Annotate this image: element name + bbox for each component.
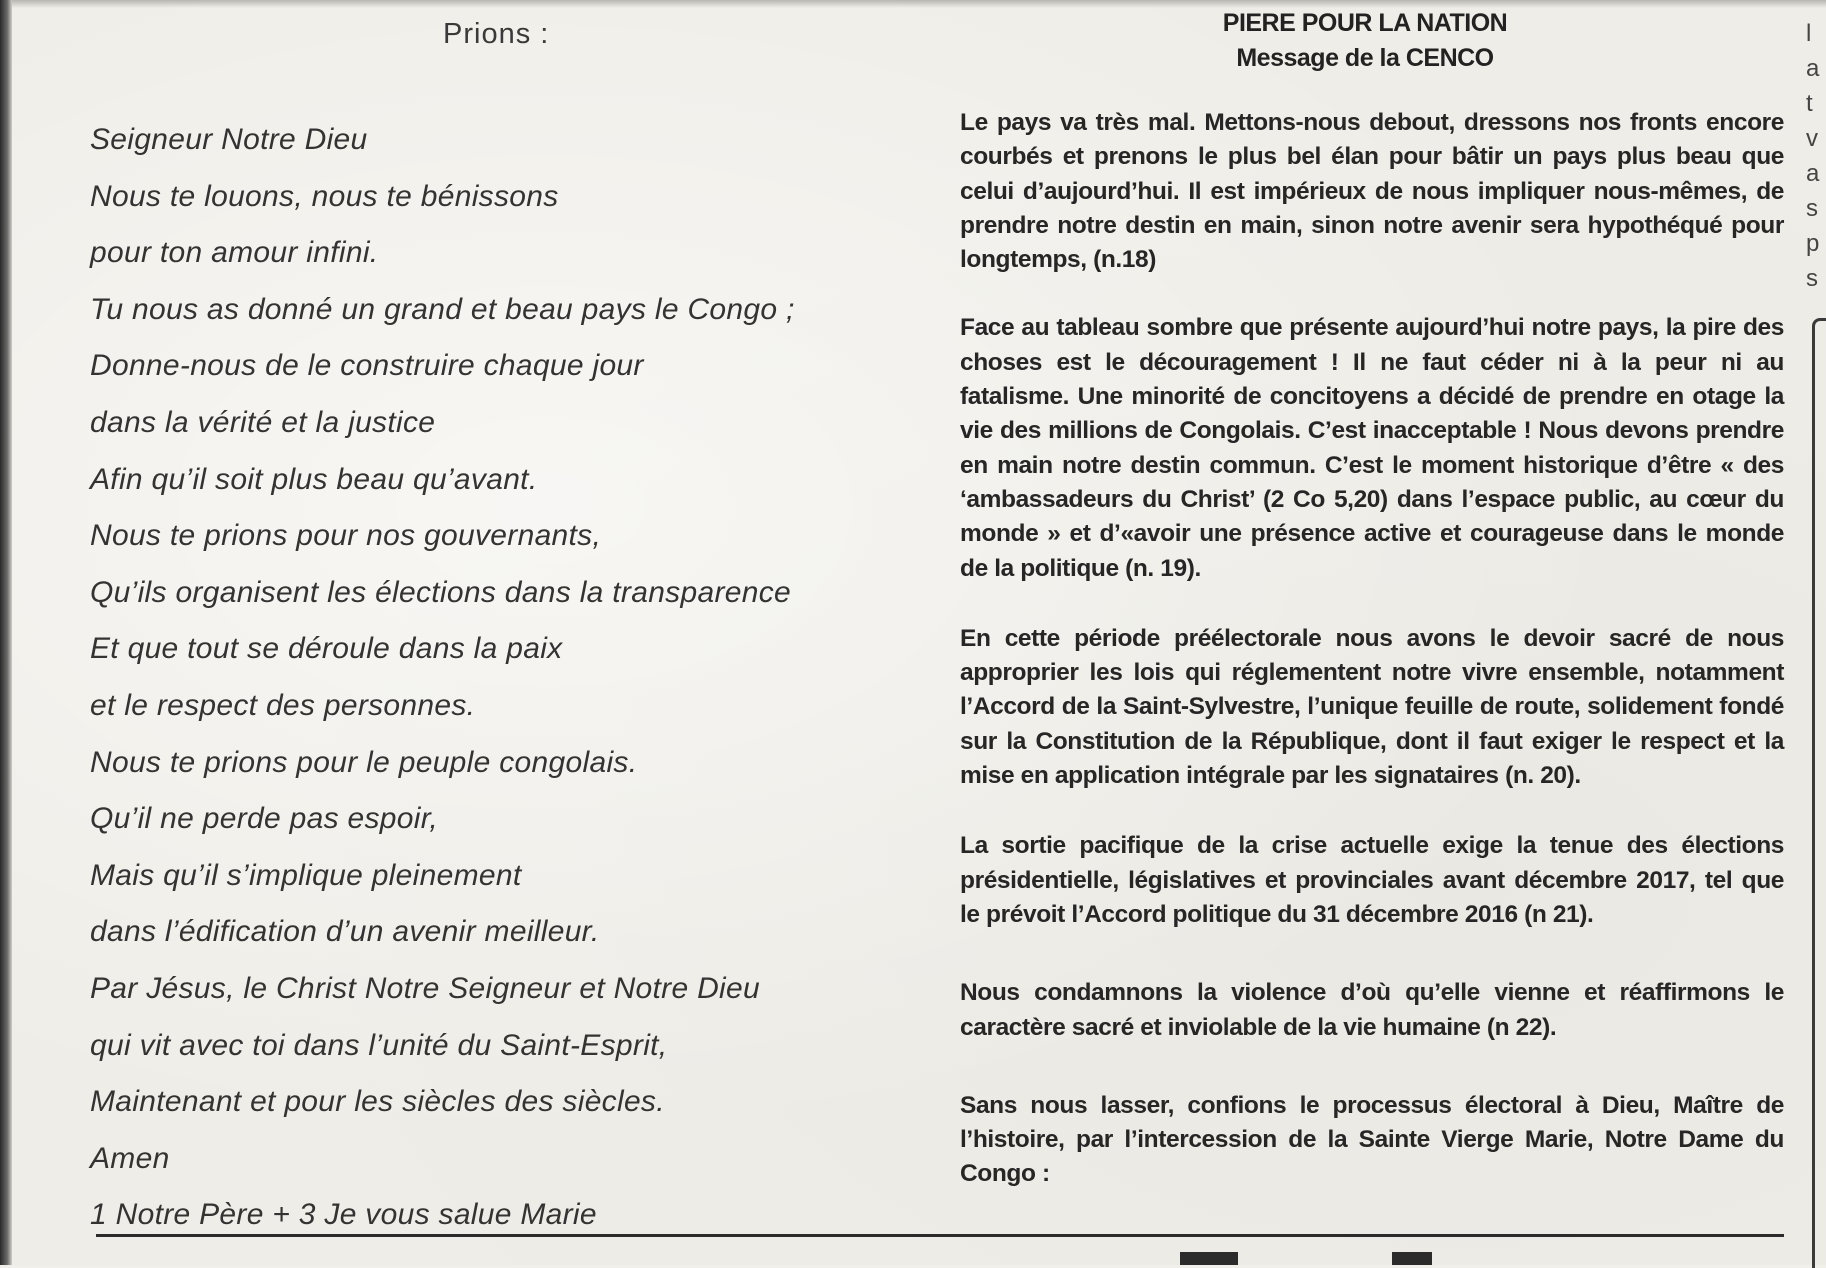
- prayer-line: Nous te prions pour nos gouvernants,: [90, 519, 602, 553]
- article-paragraph: Sans nous lasser, confions le processus électoral à Dieu, Maître de l’histoire, par l’intercession de la Sainte Vierge Marie, Notre Dame du Congo :: [960, 1091, 1784, 1188]
- prayer-line: Donne-nous de le construire chaque jour: [90, 349, 644, 383]
- prayer-line: Nous te prions pour le peuple congolais.: [90, 745, 638, 779]
- prayer-line: Qu’ils organisent les élections dans la transparence: [90, 575, 791, 609]
- prayer-title: Prions :: [443, 18, 550, 50]
- prayer-line: Mais qu’il s’implique pleinement: [90, 858, 522, 892]
- prayer-line: Et que tout se déroule dans la paix: [90, 632, 563, 666]
- adjacent-column-letters: l a t v a s p s: [1806, 20, 1820, 292]
- prayer-line: dans l’édification d’un avenir meilleur.: [90, 915, 600, 949]
- article-paragraph: Nous condamnons la violence d’où qu’elle vienne et réaffirmons le caractère sacré et inviolable de la vie humaine (n 22).: [960, 979, 1784, 1041]
- prayer-line: qui vit avec toi dans l’unité du Saint-Esprit,: [90, 1028, 668, 1062]
- bottom-divider-rule: [96, 1234, 1784, 1237]
- prayer-line: Nous te louons, nous te bénissons: [90, 179, 559, 213]
- article-subheading: Message de la CENCO: [1236, 44, 1494, 72]
- article-paragraph: En cette période préélectorale nous avons le devoir sacré de nous approprier les lois qui réglementent notre vivre ensemble, notamment l’Accord de la Saint-Sylvestre, l’unique feuille de route, solidement fondé sur la Constitution de la République, dont il faut exiger le respect et la mise en application intégrale par les signataires (n. 20).: [960, 624, 1784, 790]
- prayer-line: et le respect des personnes.: [90, 688, 476, 722]
- prayer-line: Par Jésus, le Christ Notre Seigneur et Notre Dieu: [90, 971, 760, 1005]
- article-paragraph: Le pays va très mal. Mettons-nous debout, dressons nos fronts encore courbés et prenons le plus bel élan pour bâtir un pays plus beau que celui d’aujourd’hui. Il est impérieux de nous impliquer nous-mêmes, de prendre notre destin en main, sinon notre avenir sera hypothéqué pour longtemps, (n.18): [960, 109, 1784, 274]
- prayer-line: Qu’il ne perde pas espoir,: [90, 802, 439, 836]
- adjacent-box-border: [1812, 318, 1826, 1268]
- prayer-line: Afin qu’il soit plus beau qu’avant.: [90, 462, 538, 496]
- article-heading: PIERE POUR LA NATION: [1222, 9, 1508, 37]
- adjacent-column-fragment: [1800, 0, 1826, 1265]
- prayer-text: [90, 112, 910, 1244]
- scan-left-edge-shadow: [0, 0, 12, 1265]
- prayer-line: dans la vérité et la justice: [90, 405, 436, 439]
- prayer-line: Maintenant et pour les siècles des siècles.: [90, 1085, 665, 1119]
- prayer-line: Tu nous as donné un grand et beau pays le Congo ;: [90, 292, 795, 326]
- prayer-line: Amen: [90, 1141, 170, 1175]
- article-paragraph: La sortie pacifique de la crise actuelle exige la tenue des élections présidentielle, législatives et provinciales avant décembre 2017, tel que le prévoit l’Accord politique du 31 décembre 2016 (n 21).: [960, 832, 1784, 928]
- article-body: [960, 106, 1784, 1192]
- prayer-line: Seigneur Notre Dieu: [90, 123, 368, 156]
- prayer-line: pour ton amour infini.: [90, 236, 379, 270]
- article-header: [1150, 6, 1580, 76]
- article-paragraph: Face au tableau sombre que présente aujourd’hui notre pays, la pire des choses est le découragement ! Il ne faut céder ni à la peur ni au fatalisme. Une minorité de concitoyens a décidé de prendre en otage la vie des millions de Congolais. C’est inacceptable ! Nous devons prendre en main notre destin commun. C’est le moment historique d’être « des ‘ambassadeurs du Christ’ (2 Co 5,20) dans l’espace public, au cœur du monde » et d’«avoir une présence active et courageuse dans le monde de la politique (n. 19).: [960, 314, 1784, 582]
- prayer-line: 1 Notre Père + 3 Je vous salue Marie: [90, 1198, 597, 1232]
- next-article-headline-fragment: [1180, 1252, 1470, 1265]
